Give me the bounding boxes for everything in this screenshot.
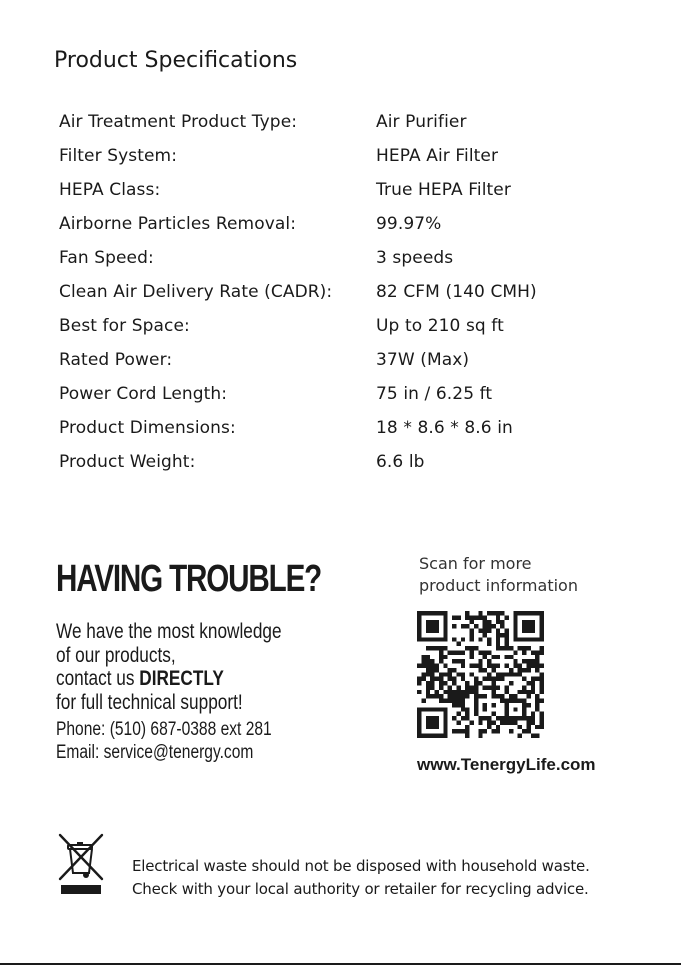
disposal-line: Electrical waste should not be disposed with household waste. [132, 857, 590, 875]
spec-label: Product Dimensions: [59, 418, 236, 438]
spec-row [59, 411, 619, 445]
spec-label: Airborne Particles Removal: [59, 214, 297, 234]
spec-row [59, 173, 619, 207]
support-line: for full technical support! [56, 690, 243, 714]
spec-value: 99.97% [376, 214, 442, 234]
support-message [56, 620, 327, 714]
spec-row [59, 207, 619, 241]
spec-value: Up to 210 sq ft [376, 316, 504, 336]
spec-label: Power Cord Length: [59, 384, 228, 404]
specifications-table [59, 105, 619, 479]
spec-row [59, 139, 619, 173]
spec-row [59, 241, 619, 275]
spec-row [59, 275, 619, 309]
crossed-out-wheelie-bin-icon [56, 833, 106, 897]
support-directly: DIRECTLY [139, 667, 224, 690]
support-line-prefix: contact us [56, 667, 140, 690]
spec-row [59, 105, 619, 139]
website-link[interactable]: www.TenergyLife.com [417, 755, 596, 774]
scan-line: product information [419, 576, 578, 595]
spec-label: Clean Air Delivery Rate (CADR): [59, 282, 333, 302]
contact-info [56, 718, 327, 764]
spec-value: 18 * 8.6 * 8.6 in [376, 418, 513, 438]
disposal-line: Check with your local authority or retailer for recycling advice. [132, 880, 589, 898]
qr-code-icon[interactable] [417, 611, 544, 738]
spec-row [59, 343, 619, 377]
spec-label: HEPA Class: [59, 180, 161, 200]
spec-value: 75 in / 6.25 ft [376, 384, 493, 404]
spec-row [59, 377, 619, 411]
spec-label: Filter System: [59, 146, 178, 166]
specifications-title: Product Specifications [54, 48, 298, 73]
spec-row [59, 309, 619, 343]
scan-caption [419, 553, 578, 597]
spec-value: Air Purifier [376, 112, 467, 132]
support-line: of our products, [56, 643, 176, 667]
spec-label: Best for Space: [59, 316, 190, 336]
support-line-contact [56, 667, 327, 691]
spec-label: Rated Power: [59, 350, 173, 370]
spec-label: Air Treatment Product Type: [59, 112, 298, 132]
email-address[interactable]: Email: service@tenergy.com [56, 742, 254, 763]
spec-value: 37W (Max) [376, 350, 470, 370]
support-line: We have the most knowledge [56, 620, 282, 643]
scan-line: Scan for more [419, 554, 532, 573]
phone-number[interactable]: Phone: (510) 687-0388 ext 281 [56, 719, 272, 740]
spec-value: 6.6 lb [376, 452, 425, 472]
spec-label: Product Weight: [59, 452, 196, 472]
spec-row [59, 445, 619, 479]
support-heading: HAVING TROUBLE? [56, 558, 322, 600]
spec-value: 3 speeds [376, 248, 454, 268]
spec-value: True HEPA Filter [376, 180, 511, 200]
spec-value: 82 CFM (140 CMH) [376, 282, 537, 302]
spec-label: Fan Speed: [59, 248, 154, 268]
support-section [56, 556, 386, 764]
spec-value: HEPA Air Filter [376, 146, 499, 166]
disposal-notice [132, 855, 590, 901]
